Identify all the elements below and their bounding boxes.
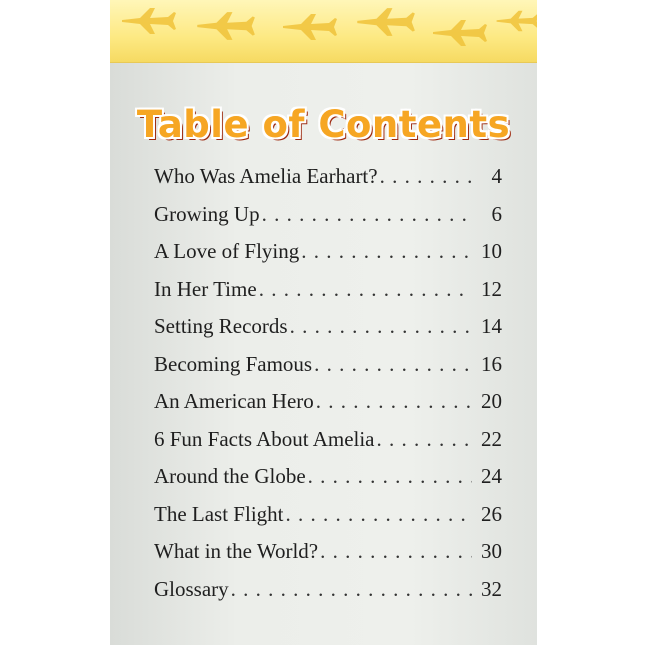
- toc-entry[interactable]: [154, 464, 502, 502]
- airplane-icon: [280, 12, 338, 42]
- toc-entry-page: 12: [481, 276, 502, 301]
- toc-entry-page: 20: [481, 389, 502, 413]
- dot-leader: [308, 464, 472, 489]
- toc-entry-page: 4: [491, 164, 502, 188]
- dot-leader: [320, 539, 472, 564]
- toc-entry[interactable]: [154, 389, 502, 427]
- toc-title: Table of Contents: [136, 102, 511, 146]
- airplane-icon: [430, 18, 488, 48]
- toc-entry-label: The Last Flight: [154, 501, 284, 526]
- airplane-icon: [495, 8, 537, 34]
- toc-entry-page: 26: [481, 501, 502, 526]
- dot-leader: [301, 239, 472, 264]
- dot-leader: [231, 577, 472, 602]
- toc-entry[interactable]: [154, 539, 502, 577]
- toc-entry-page: 14: [481, 314, 502, 338]
- toc-entry-label: Growing Up: [154, 201, 260, 226]
- dot-leader: [316, 389, 472, 414]
- toc-entry-label: A Love of Flying: [154, 239, 300, 263]
- toc-entry[interactable]: [154, 164, 502, 202]
- toc-entry-label: In Her Time: [154, 276, 257, 301]
- toc-entry-label: Around the Globe: [154, 464, 306, 488]
- toc-entry[interactable]: [154, 277, 502, 315]
- toc-entry[interactable]: [154, 314, 502, 352]
- toc-entry-label: 6 Fun Facts About Amelia: [154, 426, 375, 451]
- toc-entry-label: Who Was Amelia Earhart?: [154, 164, 378, 188]
- toc-entry[interactable]: [154, 427, 502, 465]
- toc-entry-label: Glossary: [154, 576, 229, 601]
- airplane-banner: [110, 0, 537, 63]
- toc-entry-label: An American Hero: [154, 389, 314, 413]
- toc-entry-page: 10: [481, 239, 502, 263]
- dot-leader: [286, 502, 473, 527]
- toc-entry[interactable]: [154, 502, 502, 540]
- toc-entry[interactable]: [154, 202, 502, 240]
- airplane-icon: [195, 10, 255, 42]
- toc-entry[interactable]: [154, 352, 502, 390]
- toc-entry-label: What in the World?: [154, 539, 319, 563]
- toc-entry-page: 24: [481, 464, 502, 488]
- dot-leader: [380, 164, 472, 189]
- toc-entry-label: Becoming Famous: [154, 351, 313, 376]
- dot-leader: [290, 314, 472, 339]
- toc-list: [154, 164, 502, 614]
- toc-entry-page: 30: [481, 539, 502, 563]
- toc-entry-page: 32: [481, 576, 502, 601]
- airplane-icon: [120, 6, 176, 36]
- dot-leader: [314, 352, 472, 377]
- dot-leader: [259, 277, 472, 302]
- toc-entry-label: Setting Records: [154, 314, 288, 338]
- toc-entry-page: 16: [481, 351, 502, 376]
- toc-entry[interactable]: [154, 577, 502, 615]
- toc-heading: [110, 94, 537, 154]
- toc-entry[interactable]: [154, 239, 502, 277]
- book-page: [110, 0, 537, 645]
- toc-entry-page: 6: [491, 201, 502, 226]
- dot-leader: [262, 202, 472, 227]
- dot-leader: [377, 427, 473, 452]
- airplane-icon: [355, 6, 415, 38]
- toc-entry-page: 22: [481, 426, 502, 451]
